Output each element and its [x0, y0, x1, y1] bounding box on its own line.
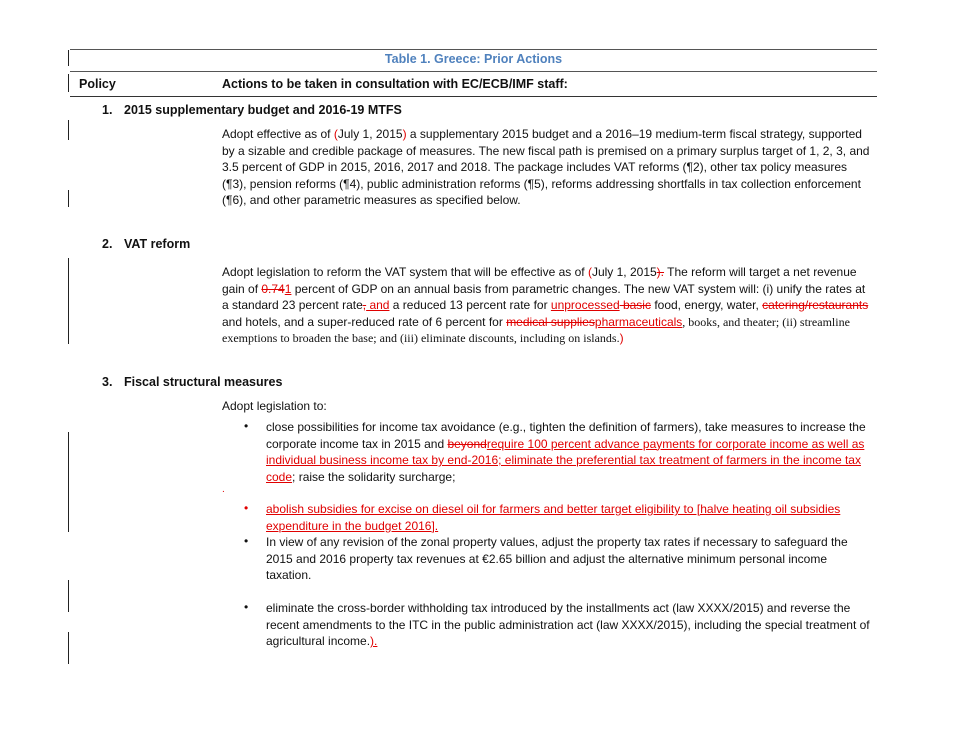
section-2-paragraph: Adopt legislation to reform the VAT system that will be effective as of (July 1, 2015). The reform will target a net revenue gain of 0.741 percent of GDP on an annual basis from parametric changes. The new VAT system will: (i) unify the rates at a standard 23 percent rate, and a reduced 13 percent rate for unprocessed basic food, energy, water, catering/restaurants and hotels, and a super-reduced rate of 6 percent for medical suppliespharmaceuticals, books, and theater; (ii) streamline exemptions to broaden the base; and (iii) eliminate discounts, including on islands.)	[222, 265, 869, 345]
change-bar	[68, 258, 69, 344]
section-1-title: 2015 supplementary budget and 2016-19 MTFS	[124, 103, 402, 117]
section-1-paragraph: Adopt effective as of (July 1, 2015) a supplementary 2015 budget and a 2016–19 medium-term fiscal strategy, supported by a sizable and credible package of measures. The new fiscal path is premised on a primary surplus target of 1, 2, 3, and 3.5 percent of GDP in 2015, 2016, 2017 and 2018. The package includes VAT reforms (¶2), other tax policy measures (¶3), pension reforms (¶4), public administration reforms (¶5), reforms addressing shortfalls in tax collection enforcement (¶6), and other parametric measures as specified below.	[222, 127, 870, 207]
bullet-4-text: eliminate the cross-border withholding tax introduced by the installments act (law XXXX/2015) and reverse the recent amendments to the ITC in the public administration act (law XXXX/2015), including the special treatment of agricultural income.).	[266, 601, 870, 648]
change-bar	[68, 632, 69, 664]
change-bar	[68, 190, 69, 207]
section-3-title: Fiscal structural measures	[124, 375, 283, 389]
section-3-number: 3.	[102, 375, 113, 389]
change-bar	[68, 580, 69, 612]
actions-column-header: Actions to be taken in consultation with EC/ECB/IMF staff:	[222, 77, 568, 91]
stray-revision-mark: .	[222, 484, 225, 495]
header-rule	[70, 96, 877, 97]
bullet-1-text: close possibilities for income tax avoidance (e.g., tighten the definition of farmers), take measures to increase the corporate income tax in 2015 and beyondrequire 100 percent advance payments for corporate income as well as individual business income tax by end-2016; eliminate the preferential tax treatment of farmers in the income tax code; raise the solidarity surcharge;	[266, 420, 866, 484]
section-3-intro: Adopt legislation to:	[222, 399, 327, 413]
title-top-rule	[70, 49, 877, 50]
table-title: Table 1. Greece: Prior Actions	[384, 52, 563, 66]
section-2-number: 2.	[102, 237, 113, 251]
title-bottom-rule	[70, 71, 877, 72]
policy-column-header: Policy	[79, 77, 116, 91]
change-bar	[68, 50, 69, 66]
section-1-number: 1.	[102, 103, 113, 117]
section-2-title: VAT reform	[124, 237, 191, 251]
bullet-3-text: In view of any revision of the zonal property values, adjust the property tax rates if necessary to safeguard the 2015 and 2016 property tax revenues at €2.65 billion and adjust the alternative minimum personal income taxation.	[266, 535, 848, 582]
change-bar	[68, 74, 69, 92]
bullet-3-marker: •	[244, 534, 249, 548]
bullet-2-marker: •	[244, 501, 249, 515]
bullet-1-marker: •	[244, 419, 249, 433]
bullet-4-marker: •	[244, 600, 249, 614]
change-bar	[68, 432, 69, 532]
change-bar	[68, 120, 69, 140]
bullet-2-text: abolish subsidies for excise on diesel oil for farmers and better target eligibility to [halve heating oil subsidies expenditure in the budget 2016].	[266, 502, 841, 533]
